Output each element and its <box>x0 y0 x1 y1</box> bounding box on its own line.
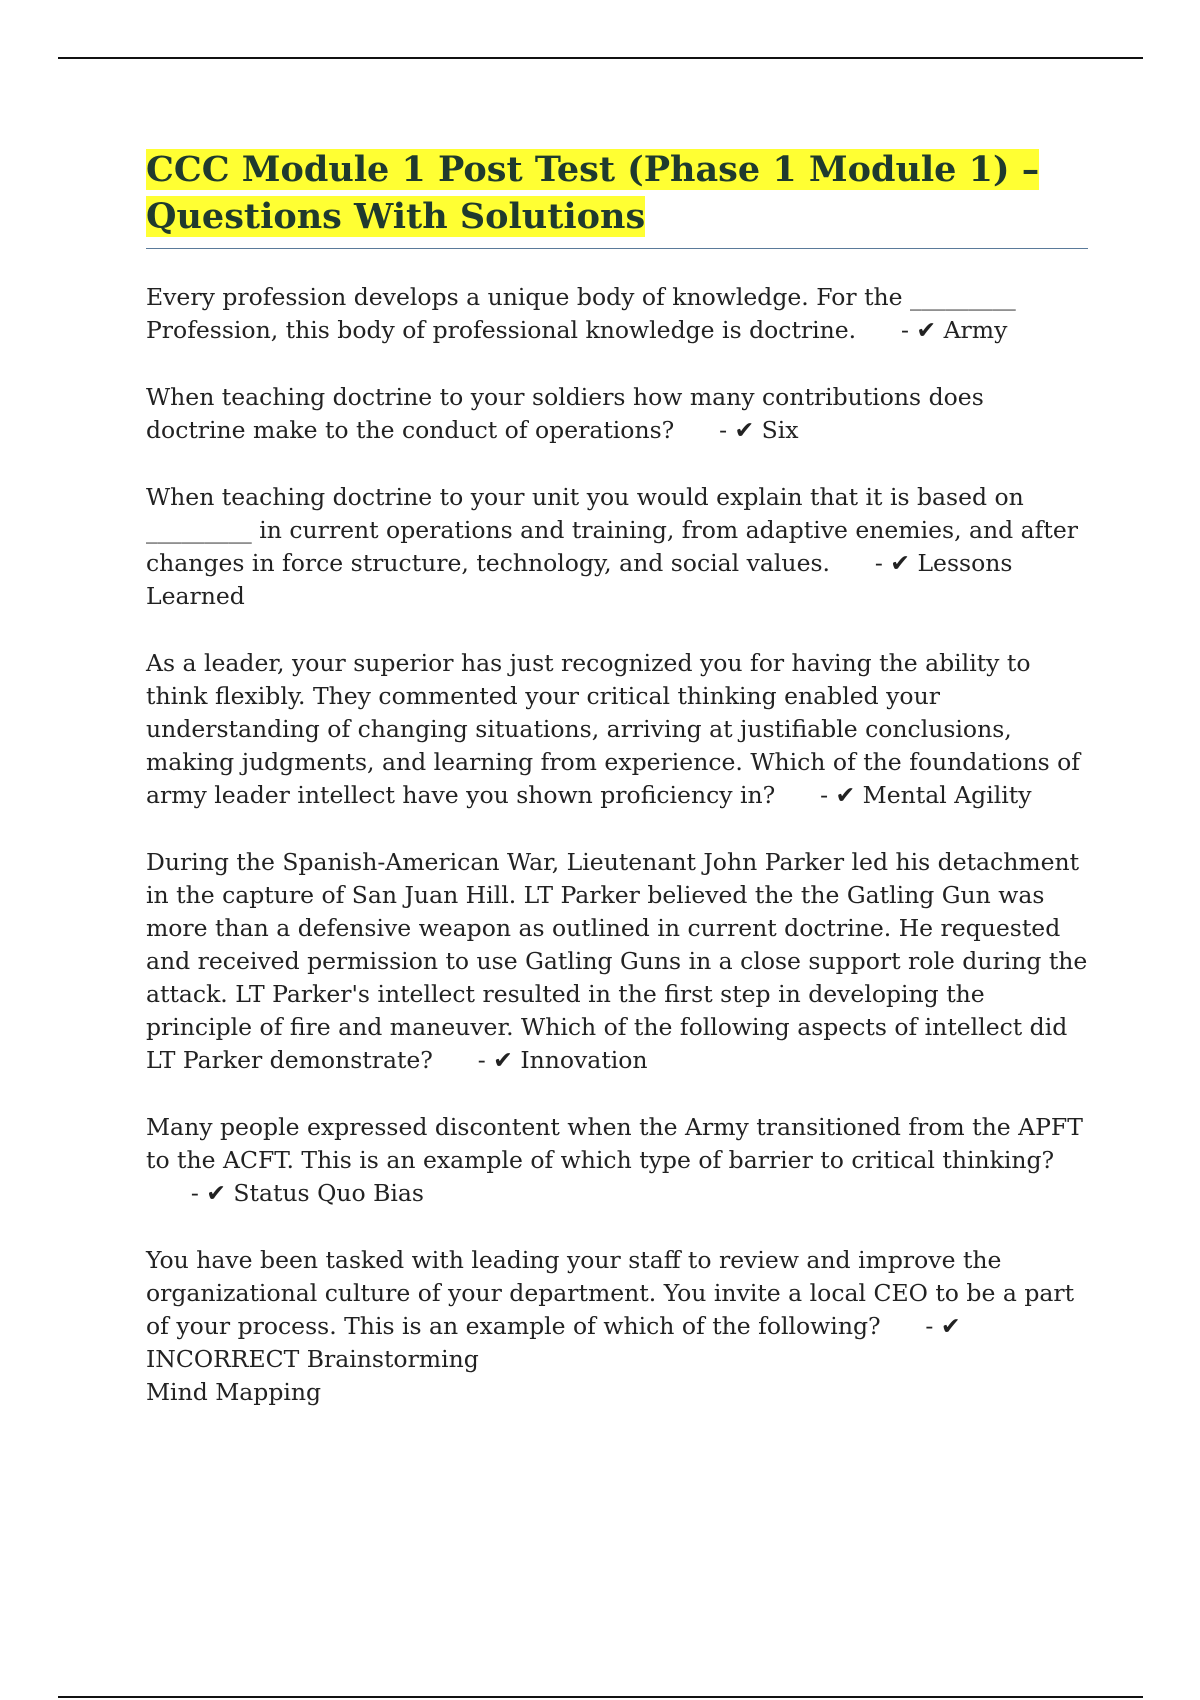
check-icon: - ✔ <box>719 416 755 444</box>
question-list <box>146 281 1088 1409</box>
question-text: When teaching doctrine to your unit you would explain that it is based on _________ in current operations and training, from adaptive enemies, and after changes in force structure, technology, and social values. <box>146 483 1078 577</box>
page-top-rule <box>58 57 1143 59</box>
question-item <box>146 1244 1088 1409</box>
question-item <box>146 647 1088 812</box>
check-icon: - ✔ <box>190 1179 226 1207</box>
question-text: During the Spanish-American War, Lieutenant John Parker led his detachment in the capture of San Juan Hill. LT Parker believed the the Gatling Gun was more than a defensive weapon as outlined in current doctrine. He requested and received permission to use Gatling Guns in a close support role during the attack. LT Parker's intellect resulted in the first step in developing the principle of fire and maneuver. Which of the following aspects of intellect did LT Parker demonstrate? <box>146 848 1088 1074</box>
title-highlight: CCC Module 1 Post Test (Phase 1 Module 1) – Questions With Solutions <box>146 149 1040 237</box>
check-icon: - ✔ <box>925 1312 961 1340</box>
question-text: When teaching doctrine to your soldiers how many contributions does doctrine make to the conduct of operations? <box>146 383 984 444</box>
answer-text: Innovation <box>520 1046 648 1074</box>
title-underline <box>146 248 1088 249</box>
question-item <box>146 1111 1088 1210</box>
answer-text: Status Quo Bias <box>233 1179 424 1207</box>
document-title <box>146 146 1088 240</box>
question-item <box>146 381 1088 447</box>
question-text: You have been tasked with leading your staff to review and improve the organizational culture of your department. You invite a local CEO to be a part of your process. This is an example of which of the following? <box>146 1246 1075 1340</box>
question-item <box>146 481 1088 613</box>
check-icon: - ✔ <box>477 1046 513 1074</box>
question-text: Every profession develops a unique body of knowledge. For the _________ Profession, this body of professional knowledge is doctrine. <box>146 283 1016 344</box>
check-icon: - ✔ <box>820 781 856 809</box>
answer-text: Six <box>761 416 799 444</box>
answer-text: Mental Agility <box>862 781 1032 809</box>
question-text: As a leader, your superior has just recognized you for having the ability to think flexibly. They commented your critical thinking enabled your understanding of changing situations, arriving at justifiable conclusions, making judgments, and learning from experience. Which of the foundations of army leader intellect have you shown proficiency in? <box>146 649 1080 809</box>
page-bottom-rule <box>58 1696 1143 1698</box>
question-text: Many people expressed discontent when the Army transitioned from the APFT to the ACFT. This is an example of which type of barrier to critical thinking? <box>146 1113 1083 1174</box>
check-icon: - ✔ <box>900 316 937 344</box>
document-body <box>146 146 1088 1443</box>
answer-text: Lessons Learned <box>146 549 1013 610</box>
question-item <box>146 846 1088 1077</box>
answer-text: Army <box>943 316 1008 344</box>
answer-text: INCORRECT Brainstorming Mind Mapping <box>146 1345 479 1406</box>
check-icon: - ✔ <box>874 549 910 577</box>
question-item <box>146 281 1088 347</box>
